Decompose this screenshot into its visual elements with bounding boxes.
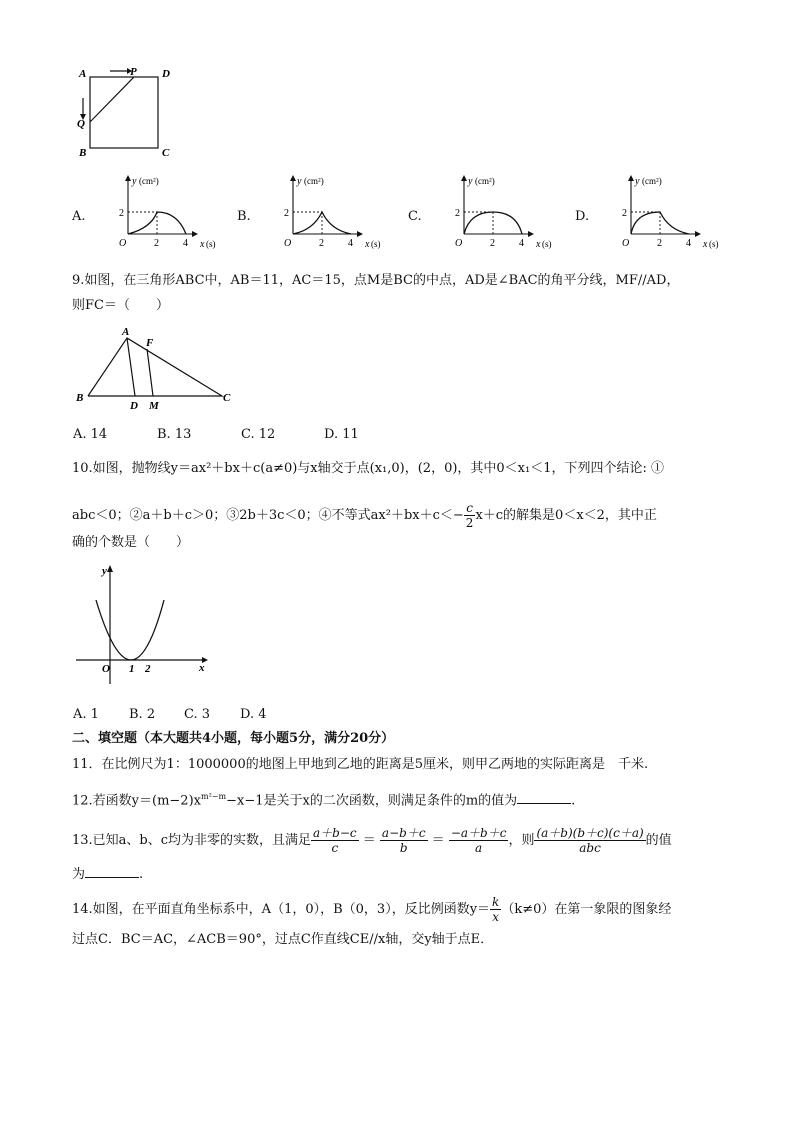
- label-p: P: [130, 66, 137, 78]
- label-c: C: [223, 392, 231, 404]
- q14-after: （k≠0）在第一象限的图象经: [501, 902, 672, 917]
- q13-fraction-2: $\frac{a-b+c}{b}$: [381, 826, 426, 855]
- q9-option-c[interactable]: C. 12: [241, 427, 276, 442]
- tick-y-2: 2: [119, 208, 124, 219]
- q8-option-letter: D.: [575, 209, 590, 224]
- q8-option-letter: B.: [237, 209, 251, 224]
- x-axis-unit: (s): [542, 239, 552, 249]
- q9-option-a[interactable]: A. 14: [73, 427, 108, 442]
- q8-option-letter: C.: [408, 209, 422, 224]
- q10-line2-start: abc＜0；②a＋b＋c＞0；③2b＋3c＜0；④不等式ax²＋bx＋c＜−: [72, 508, 464, 523]
- q13-answer-blank[interactable]: [85, 865, 139, 878]
- square-figure: [72, 60, 182, 160]
- y-axis-unit: (cm²): [642, 176, 662, 186]
- label-x: x: [199, 662, 205, 674]
- q9-line1: 9.如图，在三角形ABC中，AB＝11，AC＝15，点M是BC的中点，AD是∠BAC的角平分线，MF//AD，: [72, 273, 680, 288]
- area-curve: [128, 212, 186, 234]
- area-curve: [293, 212, 351, 234]
- q10-option-c[interactable]: C. 3: [184, 707, 211, 722]
- y-axis-arrow: [125, 175, 131, 181]
- q9-option-d[interactable]: D. 11: [324, 427, 359, 442]
- area-curve: [631, 212, 689, 234]
- x-axis-unit: (s): [371, 239, 381, 249]
- q11-text: 11．在比例尺为1：1000000的地图上甲地到乙地的距离是5厘米，则甲乙两地的实际距离是 千米.: [72, 757, 649, 772]
- q13-end: .: [139, 867, 144, 882]
- tick-y-2: 2: [455, 208, 460, 219]
- label-y: y: [102, 565, 107, 577]
- y-axis-label: y: [635, 176, 640, 187]
- q9-line2: 则FC＝（ ）: [72, 298, 169, 313]
- y-axis-label: y: [132, 176, 137, 187]
- label-m: M: [149, 400, 159, 412]
- y-axis-arrow: [290, 175, 296, 181]
- q10-line1: 10.如图，抛物线y＝ax²＋bx＋c(a≠0)与x轴交于点(x₁,0)，(2，0)，其中0＜x₁＜1，下列四个结论: ①: [72, 461, 665, 476]
- label-a: A: [122, 326, 130, 338]
- tick-x-2: 2: [490, 238, 495, 249]
- y-axis-unit: (cm²): [139, 176, 159, 186]
- q10-option-b[interactable]: B. 2: [129, 707, 156, 722]
- q10-line2: [72, 501, 657, 530]
- origin-label: O: [284, 238, 292, 249]
- q13-mid: ，则: [508, 833, 535, 848]
- label-c: C: [162, 147, 170, 159]
- q13-fraction-3: $\frac{-a+b+c}{a}$: [450, 826, 507, 855]
- x-axis-arrow: [695, 231, 701, 237]
- q10-option-a[interactable]: A. 1: [73, 707, 99, 722]
- q14-fraction: $\frac{k}{x}$: [492, 895, 500, 924]
- q13-before: 13.已知a、b、c均为非零的实数，且满足: [72, 833, 312, 848]
- y-axis-arrow: [461, 175, 467, 181]
- x-axis-arrow: [357, 231, 363, 237]
- y-axis-unit: (cm²): [304, 176, 324, 186]
- q13-after: 的值: [645, 833, 672, 848]
- q10-line2-end: x＋c的解集是0＜x＜2，其中正: [475, 508, 657, 523]
- q12-before: 12.若函数y＝(m−2)x: [72, 793, 201, 809]
- q8-graph: [255, 172, 381, 252]
- q10-line3: 确的个数是（ ）: [72, 535, 190, 550]
- q8-graph: [593, 172, 719, 252]
- label-a: A: [79, 68, 87, 80]
- label-d: D: [162, 68, 170, 80]
- q13-line2-text: 为: [72, 867, 86, 882]
- q13-line1: 13.已知a、b、c均为非零的实数，且满足 $\frac{a+b-c}{c}$ ＝ $\frac{a-b+c}{b}$ ＝ $\frac{-a+b+c}{a}$ ，则 $\frac{(a+b)(b+c)(c+a)}{\text{abc}}$ 的值: [72, 826, 672, 855]
- tick-x-4: 4: [183, 238, 188, 249]
- q13-fraction-4: $\frac{(a+b)(b+c)(c+a)}{\text{abc}}$: [536, 826, 644, 855]
- q12-answer-blank[interactable]: [517, 791, 571, 804]
- label-one: 1: [129, 663, 135, 675]
- q14-line1: [72, 895, 671, 924]
- origin-label: O: [622, 238, 630, 249]
- label-origin: O: [102, 663, 110, 675]
- x-axis-label: x: [703, 239, 708, 250]
- tick-x-2: 2: [154, 238, 159, 249]
- tick-x-4: 4: [348, 238, 353, 249]
- y-axis-label: y: [297, 176, 302, 187]
- x-axis-unit: (s): [709, 239, 719, 249]
- q13-fraction-1: $\frac{a+b-c}{c}$: [313, 826, 357, 855]
- q10-option-d[interactable]: D. 4: [240, 707, 267, 722]
- q12-exponent: m²−m: [201, 792, 227, 801]
- x-axis-arrow: [192, 231, 198, 237]
- q8-option-letter: A.: [72, 209, 86, 224]
- label-d: D: [130, 400, 138, 412]
- tick-y-2: 2: [622, 208, 627, 219]
- q12-after: −x−1是关于x的二次函数，则满足条件的m的值为: [226, 793, 518, 809]
- parabola-figure: [72, 562, 212, 692]
- y-axis-unit: (cm²): [475, 176, 495, 186]
- tick-x-4: 4: [686, 238, 691, 249]
- y-axis-label: y: [468, 176, 473, 187]
- origin-label: O: [119, 238, 127, 249]
- label-two: 2: [145, 663, 151, 675]
- q14-line2: 过点C．BC＝AC，∠ACB＝90°，过点C作直线CE//x轴，交y轴于点E．: [72, 932, 494, 947]
- q12-end: .: [571, 793, 576, 809]
- q12-text: [72, 789, 575, 809]
- label-q: Q: [77, 118, 85, 130]
- label-b: B: [76, 392, 84, 404]
- q13-line2: [72, 865, 143, 883]
- q10-fraction: $\frac{c}{2}$: [465, 501, 474, 530]
- q8-graph: [90, 172, 216, 252]
- label-b: B: [79, 147, 87, 159]
- origin-label: O: [455, 238, 463, 249]
- section-heading: 二、填空题（本大题共4小题，每小题5分，满分20分）: [72, 731, 395, 746]
- x-axis-label: x: [365, 239, 370, 250]
- y-axis-arrow: [628, 175, 634, 181]
- tick-x-2: 2: [319, 238, 324, 249]
- tick-y-2: 2: [284, 208, 289, 219]
- tick-x-4: 4: [519, 238, 524, 249]
- x-axis-arrow: [528, 231, 534, 237]
- area-curve: [464, 212, 522, 234]
- tick-x-2: 2: [657, 238, 662, 249]
- x-axis-unit: (s): [206, 239, 216, 249]
- q8-graph: [426, 172, 552, 252]
- q9-option-b[interactable]: B. 13: [157, 427, 192, 442]
- triangle-figure: [72, 323, 242, 413]
- x-axis-label: x: [200, 239, 205, 250]
- q14-before: 14.如图，在平面直角坐标系中，A（1，0），B（0，3），反比例函数y＝: [72, 902, 491, 917]
- x-axis-label: x: [536, 239, 541, 250]
- label-f: F: [146, 337, 154, 349]
